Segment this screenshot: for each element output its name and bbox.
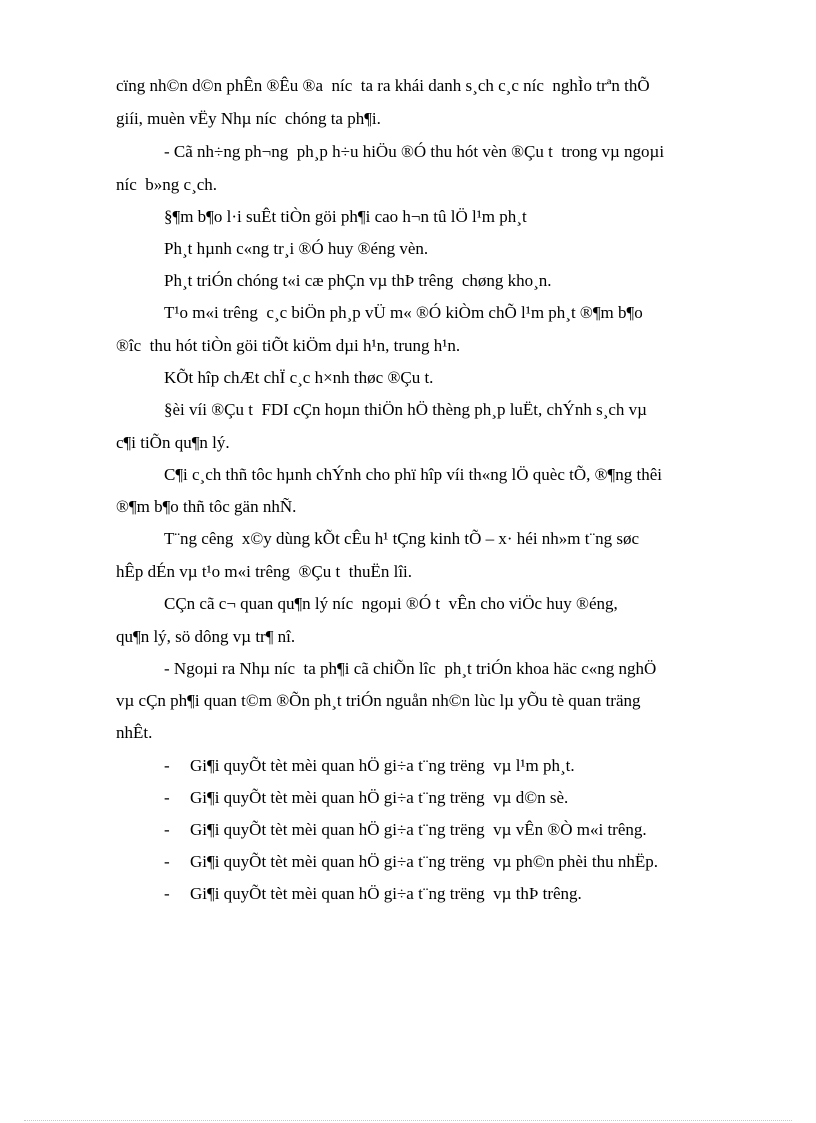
body-line: ®îc thu hót tiÒn göi tiÕt kiÖm dµi h¹n, trung h¹n. xyxy=(116,336,461,355)
body-line: Ph¸t triÓn chóng t«i cæ phÇn vµ thÞ trêng chøng kho¸n. xyxy=(164,271,552,290)
bullet-item: Gi¶i quyÕt tèt mèi quan hÖ gi÷a t¨ng trëng vµ d©n sè. xyxy=(190,788,569,807)
body-line: giíi, muèn vËy Nhµ níc chóng ta ph¶i. xyxy=(116,109,381,128)
body-line: níc b»ng c¸ch. xyxy=(116,175,218,194)
body-line: T¹o m«i trêng c¸c biÖn ph¸p vÜ m« ®Ó kiÒm chÕ l¹m ph¸t ®¶m b¶o xyxy=(164,303,643,322)
body-line: nhÊt. xyxy=(116,723,153,742)
body-line: T¨ng cêng x©y dùng kÕt cÊu h¹ tÇng kinh tÕ – x· héi nh»m t¨ng søc xyxy=(164,529,640,548)
bullet-dash: - xyxy=(164,852,170,871)
bullet-item: Gi¶i quyÕt tèt mèi quan hÖ gi÷a t¨ng trëng vµ ph©n phèi thu nhËp. xyxy=(190,852,658,871)
bullet-item: Gi¶i quyÕt tèt mèi quan hÖ gi÷a t¨ng trëng vµ vÊn ®Ò m«i trêng. xyxy=(190,820,647,839)
body-line: §¶m b¶o l·i suÊt tiÒn göi ph¶i cao h¬n tû lÖ l¹m ph¸t xyxy=(164,207,527,226)
page-bottom-rule xyxy=(24,1120,792,1121)
body-line: hÊp dÉn vµ t¹o m«i trêng ®Çu t thuËn lîi. xyxy=(116,562,413,581)
bullet-dash: - xyxy=(164,820,170,839)
bullet-item: Gi¶i quyÕt tèt mèi quan hÖ gi÷a t¨ng trëng vµ thÞ trêng. xyxy=(190,884,582,903)
body-line: ®¶m b¶o thñ tôc gän nhÑ. xyxy=(116,497,297,516)
body-line: - Cã nh÷ng ph¬ng ph¸p h÷u hiÖu ®Ó thu hót vèn ®Çu t trong vµ ngoµi xyxy=(164,142,665,161)
bullet-dash: - xyxy=(164,884,170,903)
bullet-dash: - xyxy=(164,788,170,807)
body-line: c¶i tiÕn qu¶n lý. xyxy=(116,433,230,452)
body-line: cïng nh©n d©n phÊn ®Êu ®a níc ta ra khái danh s¸ch c¸c níc nghÌo trªn thÕ xyxy=(116,76,650,95)
body-line: KÕt hîp chÆt chÏ c¸c h×nh thøc ®Çu t. xyxy=(164,368,434,387)
body-line: vµ cÇn ph¶i quan t©m ®Õn ph¸t triÓn nguån nh©n lùc lµ yÕu tè quan träng xyxy=(116,691,641,710)
body-line: qu¶n lý, sö dông vµ tr¶ nî. xyxy=(116,627,296,646)
body-line: - Ngoµi ra Nhµ níc ta ph¶i cã chiÕn lîc ph¸t triÓn khoa häc c«ng nghÖ xyxy=(164,659,657,678)
body-line: C¶i c¸ch thñ tôc hµnh chÝnh cho phï hîp víi th«ng lÖ quèc tÕ, ®¶ng thêi xyxy=(164,465,662,484)
body-line: Ph¸t hµnh c«ng tr¸i ®Ó huy ®éng vèn. xyxy=(164,239,429,258)
body-line: CÇn cã c¬ quan qu¶n lý níc ngoµi ®Ó t vÊn cho viÖc huy ®éng, xyxy=(164,594,618,613)
bullet-dash: - xyxy=(164,756,170,775)
body-line: §èi víi ®Çu t FDI cÇn hoµn thiÖn hÖ thèng ph¸p luËt, chÝnh s¸ch vµ xyxy=(164,400,647,419)
bullet-item: Gi¶i quyÕt tèt mèi quan hÖ gi÷a t¨ng trëng vµ l¹m ph¸t. xyxy=(190,756,575,775)
